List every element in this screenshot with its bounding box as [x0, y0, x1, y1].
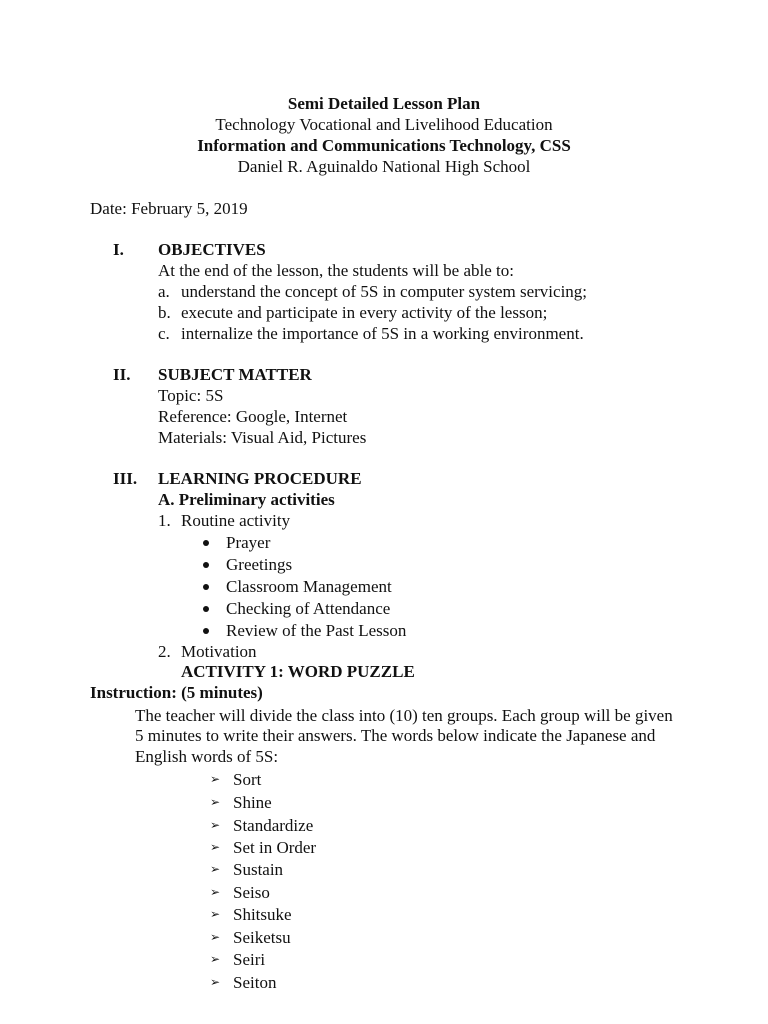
objectives-heading: OBJECTIVES	[158, 240, 266, 259]
arrow-bullet-icon: ➢	[210, 795, 221, 809]
routine-item: Review of the Past Lesson	[226, 621, 407, 640]
objective-item: execute and participate in every activity of the lesson;	[181, 303, 548, 322]
objectives-intro: At the end of the lesson, the students will be able to:	[158, 261, 514, 280]
arrow-bullet-icon: ➢	[210, 952, 221, 966]
topic-line: Topic: 5S	[158, 386, 224, 405]
arrow-bullet-icon: ➢	[210, 907, 221, 921]
objectives-numeral: I.	[113, 240, 124, 259]
arrow-bullet-icon: ➢	[210, 930, 221, 944]
motivation-marker: 2.	[158, 642, 171, 661]
instruction-paragraph-line: The teacher will divide the class into (10) ten groups. Each group will be given	[135, 706, 673, 725]
routine-label: Routine activity	[181, 511, 291, 530]
bullet-icon	[203, 584, 209, 590]
routine-marker: 1.	[158, 511, 171, 530]
arrow-bullet-icon: ➢	[210, 840, 221, 854]
routine-item: Prayer	[226, 533, 271, 552]
preliminary-heading: A. Preliminary activities	[158, 490, 335, 509]
instruction-label: Instruction: (5 minutes)	[90, 683, 263, 702]
objective-marker: b.	[158, 303, 171, 322]
arrow-bullet-icon: ➢	[210, 862, 221, 876]
word-item: Seiketsu	[233, 928, 291, 947]
arrow-bullet-icon: ➢	[210, 885, 221, 899]
objective-marker: a.	[158, 282, 170, 301]
word-item: Seiso	[233, 883, 270, 902]
word-item: Shine	[233, 793, 272, 812]
objective-item: internalize the importance of 5S in a working environment.	[181, 324, 584, 343]
word-item: Shitsuke	[233, 905, 292, 924]
word-item: Seiri	[233, 950, 266, 969]
bullet-icon	[203, 628, 209, 634]
subject-matter-heading: SUBJECT MATTER	[158, 365, 312, 384]
word-item: Sustain	[233, 860, 284, 879]
word-item: Seiton	[233, 973, 277, 992]
routine-item: Checking of Attendance	[226, 599, 391, 618]
arrow-bullet-icon: ➢	[210, 975, 221, 989]
bullet-icon	[203, 606, 209, 612]
instruction-paragraph-line: 5 minutes to write their answers. The words below indicate the Japanese and	[135, 726, 656, 745]
word-item: Standardize	[233, 816, 314, 835]
document-title: Semi Detailed Lesson Plan	[287, 94, 481, 113]
routine-item: Greetings	[226, 555, 293, 574]
motivation-label: Motivation	[181, 642, 257, 661]
reference-line: Reference: Google, Internet	[158, 407, 348, 426]
arrow-bullet-icon: ➢	[210, 772, 221, 786]
routine-item: Classroom Management	[226, 577, 392, 596]
subject-matter-numeral: II.	[113, 365, 131, 384]
course-line: Information and Communications Technology, CSS	[197, 136, 571, 155]
subject-line: Technology Vocational and Livelihood Education	[215, 115, 553, 134]
objective-marker: c.	[158, 324, 170, 343]
bullet-icon	[203, 540, 209, 546]
procedure-numeral: III.	[113, 469, 138, 488]
school-line: Daniel R. Aguinaldo National High School	[237, 157, 531, 176]
materials-line: Materials: Visual Aid, Pictures	[158, 428, 367, 447]
objective-item: understand the concept of 5S in computer system servicing;	[181, 282, 588, 301]
bullet-icon	[203, 562, 209, 568]
arrow-bullet-icon: ➢	[210, 818, 221, 832]
procedure-heading: LEARNING PROCEDURE	[158, 469, 362, 488]
instruction-paragraph-line: English words of 5S:	[135, 747, 279, 766]
activity-title: ACTIVITY 1: WORD PUZZLE	[181, 662, 415, 681]
word-item: Sort	[233, 770, 262, 789]
word-item: Set in Order	[233, 838, 317, 857]
date-line: Date: February 5, 2019	[90, 199, 248, 218]
